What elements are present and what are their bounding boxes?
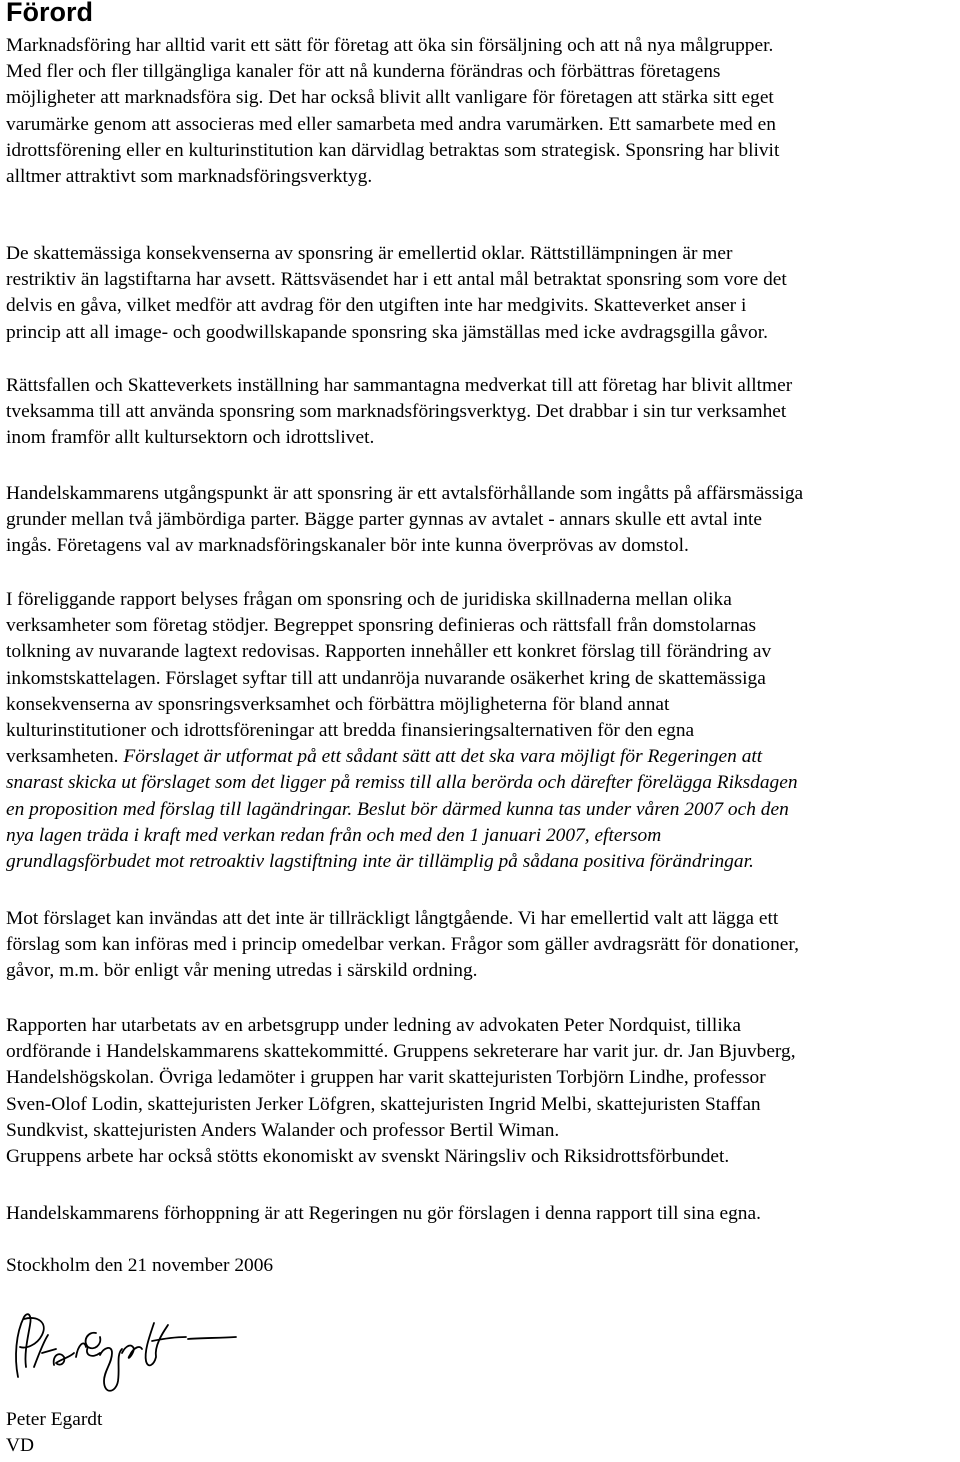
- signer-title: VD: [6, 1435, 35, 1456]
- page-title: Förord: [6, 0, 93, 27]
- paragraph-report-proposal: [6, 587, 958, 875]
- paragraph-report-proposal-text: I föreliggande rapport belyses frågan om sponsring och de juridiska skillnaderna mellan olika verksamheter som företag stödjer. Begreppet sponsring definieras och rättsfall från domstolarnas tolkning av nuvarande lagtext redovisas. Rapporten innehåller ett konkret förslag till förändring av inkomstskattelagen. Förslaget syftar till att undanröja nuvarande osäkerhet kring de skattemässiga konsekvenserna av sponsringsverksamhet och förbättra möjligheterna för bland annat kulturinstitutioner och idrottsföreningar att bredda finansieringsalternativen för den egna verksamheten.: [6, 589, 772, 768]
- paragraph-intro: Marknadsföring har alltid varit ett sätt för företag att öka sin försäljning och att nå nya målgrupper. Med fler och fler tillgängliga kanaler för att nå kunderna förändras och förbättras företagens möjligheter att marknadsföra sig. Det har också blivit allt vanligare för företagen att stärka sitt eget varumärke genom att associeras med eller samarbeta med andra varumärken. Ett samarbete med en idrottsförening eller en kulturinstitution kan därvidlag betraktas som strategisk. Sponsring har blivit alltmer attraktivt som marknadsföringsverktyg.: [6, 35, 780, 188]
- paragraph-working-group: Rapporten har utarbetats av en arbetsgrupp under ledning av advokaten Peter Nordquist, tillika ordförande i Handelskammarens skattekommitté. Gruppens sekreterare har varit jur. dr. Jan Bjuvberg, Handelshögskolan. Övriga ledamöter i gruppen har varit skattejuristen Torbjörn Lindhe, professor Sven-Olof Lodin, skattejuristen Jerker Löfgren, skattejuristen Ingrid Melbi, skattejuristen Staffan Sundkvist, skattejuristen Anders Walander och professor Bertil Wiman. Gruppens arbete har också stötts ekonomiskt av svenskt Näringsliv och Riksidrottsförbundet.: [6, 1015, 796, 1168]
- paragraph-starting-point: Handelskammarens utgångspunkt är att sponsring är ett avtalsförhållande som ingåtts på affärsmässiga grunder mellan två jämbördiga parter. Bägge parter gynnas av avtalet - annars skulle ett avtal inte ingås. Företagens val av marknadsföringskanaler bör inte kunna överprövas av domstol.: [6, 483, 804, 557]
- paragraph-objection: Mot förslaget kan invändas att det inte är tillräckligt långtgående. Vi har emellertid valt att lägga ett förslag som kan införas med i princip omedelbar verkan. Frågor som gäller avdragsrätt för donationer, gåvor, m.m. bör enligt vår mening utredas i särskild ordning.: [6, 908, 799, 982]
- paragraph-report-proposal-italic: Förslaget är utformat på ett sådant sätt att det ska vara möjligt för Regeringen att snarast skicka ut förslaget som det ligger på remiss till alla berörda och därefter förelägga Riksdagen en proposition med förslag till lagändringar. Beslut bör därmed kunna tas under våren 2007 och den nya lagen träda i kraft med verkan redan från och med den 1 januari 2007, eftersom grundlagsförbudet mot retroaktiv lagstiftning inte är tillämplig på sådana positiva förändringar.: [6, 746, 798, 873]
- signer-name: Peter Egardt: [6, 1409, 103, 1430]
- handwritten-signature: [4, 1305, 244, 1415]
- place-date: Stockholm den 21 november 2006: [6, 1255, 274, 1276]
- paragraph-case-law: Rättsfallen och Skatteverkets inställning har sammantagna medverkat till att företag har blivit alltmer tveksamma till att använda sponsring som marknadsföringsverktyg. Det drabbar i sin tur verksamhet inom framför allt kultursektorn och idrottslivet.: [6, 375, 793, 449]
- paragraph-hope: Handelskammarens förhoppning är att Regeringen nu gör förslagen i denna rapport till sina egna.: [6, 1203, 761, 1224]
- paragraph-tax-consequences: De skattemässiga konsekvenserna av sponsring är emellertid oklar. Rättstillämpningen är mer restriktiv än lagstiftarna har avsett. Rättsväsendet har i ett antal mål betraktat sponsring som vore det delvis en gåva, vilket medför att avdrag för den utgiften inte har medgivits. Skatteverket anser i princip att all image- och goodwillskapande sponsring ska jämställas med icke avdragsgilla gåvor.: [6, 243, 787, 343]
